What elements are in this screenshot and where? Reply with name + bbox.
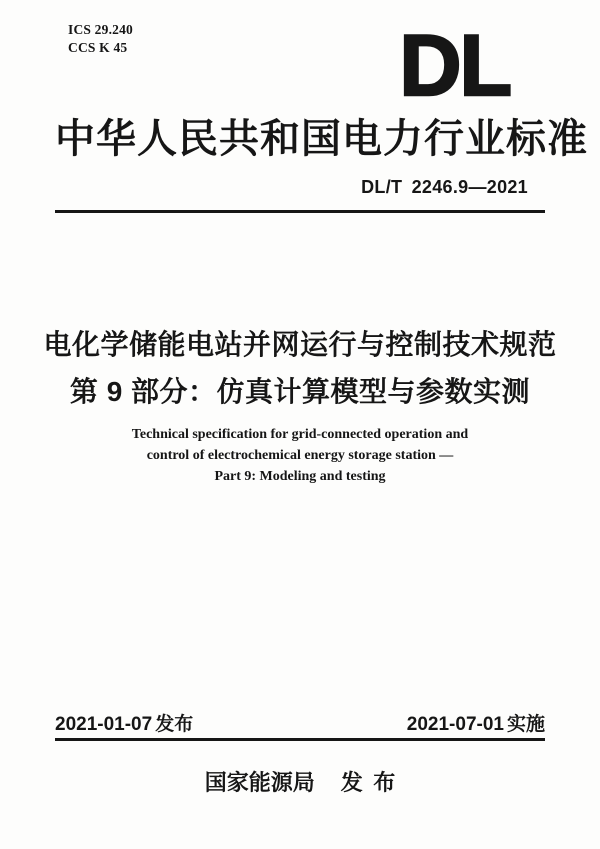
- title-en-line2: control of electrochemical energy storage station —: [146, 448, 454, 463]
- ccs-code: CCS K 45: [68, 40, 128, 55]
- implement-label: 实施: [506, 714, 545, 735]
- title-cn-line1: 电化学储能电站并网运行与控制技术规范: [43, 329, 557, 360]
- implement-date-group: [407, 714, 545, 736]
- footer-divider: [55, 738, 545, 741]
- title-en-line1: Technical specification for grid-connected operation and: [131, 427, 469, 442]
- header-divider: [55, 210, 545, 213]
- implement-date: 2021-07-01: [406, 714, 504, 735]
- title-cn-line2: 第 9 部分：仿真计算模型与参数实测: [69, 376, 531, 407]
- standard-type-heading: 中华人民共和国电力行业标准: [55, 116, 588, 161]
- publish-label: 发 布: [340, 770, 396, 795]
- issue-date: 2021-01-07: [55, 714, 153, 735]
- publisher-name: 国家能源局: [204, 770, 315, 795]
- title-english: [0, 424, 600, 487]
- ics-code: ICS 29.240: [68, 22, 134, 37]
- issue-label: 发布: [155, 714, 194, 735]
- title-en-line3: Part 9: Modeling and testing: [214, 469, 386, 484]
- title-chinese: [0, 321, 600, 415]
- dates-row: [55, 714, 545, 736]
- publisher-row: [0, 766, 600, 797]
- dl-logo: DL: [399, 18, 510, 114]
- classification-codes: [68, 21, 133, 57]
- issue-date-group: [55, 714, 193, 736]
- standard-code: DL/T 2246.9—2021: [361, 177, 528, 197]
